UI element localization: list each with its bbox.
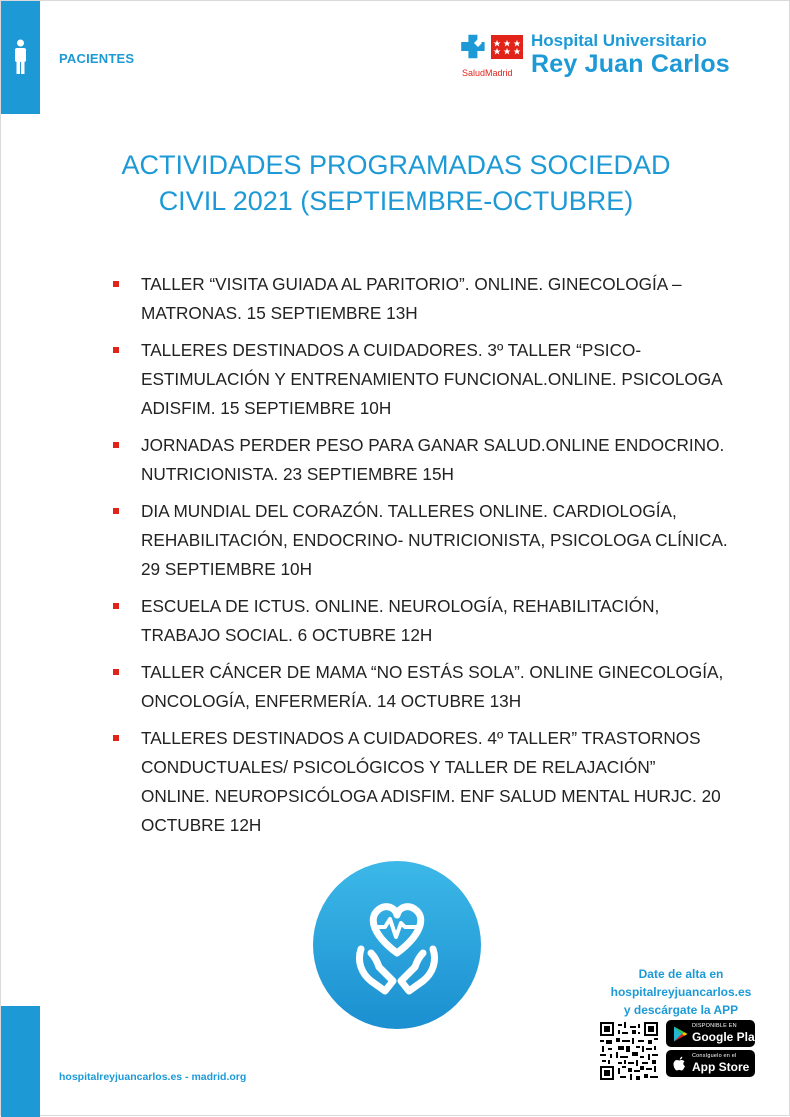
list-item: TALLER “VISITA GUIADA AL PARITORIO”. ONLINE. GINECOLOGÍA – MATRONAS. 15 SEPTIEMBRE 13H <box>109 270 729 328</box>
apple-icon <box>673 1056 686 1072</box>
bullet <box>113 442 119 448</box>
logo-line-2: Rey Juan Carlos <box>531 50 730 78</box>
google-play-icon <box>673 1026 688 1042</box>
bullet <box>113 735 119 741</box>
heart-hands-icon <box>313 861 481 1029</box>
list-item: TALLERES DESTINADOS A CUIDADORES. 3º TALLER “PSICO-ESTIMULACIÓN Y ENTRENAMIENTO FUNCIONAL.ONLINE. PSICOLOGA ADISFIM. 15 SEPTIEMBRE 10H <box>109 336 729 423</box>
bullet <box>113 508 119 514</box>
google-play-button[interactable]: DISPONIBLE EN Google Play <box>666 1020 755 1047</box>
bullet <box>113 347 119 353</box>
section-label: PACIENTES <box>59 51 135 66</box>
top-side-bar <box>1 1 40 114</box>
list-item: TALLERES DESTINADOS A CUIDADORES. 4º TALLER” TRASTORNOS CONDUCTUALES/ PSICOLÓGICOS Y TALLER DE RELAJACIÓN” ONLINE. NEUROPSICÓLOGA ADISFIM. ENF SALUD MENTAL HURJC. 20 OCTUBRE 12H <box>109 724 729 840</box>
page-title <box>81 147 711 219</box>
footer-links[interactable]: hospitalreyjuancarlos.es - madrid.org <box>59 1071 247 1083</box>
list-item: DIA MUNDIAL DEL CORAZÓN. TALLERES ONLINE. CARDIOLOGÍA, REHABILITACIÓN, ENDOCRINO- NUTRICIONISTA, PSICOLOGA CLÍNICA. 29 SEPTIEMBRE 10H <box>109 497 729 584</box>
bullet <box>113 281 119 287</box>
list-item: ESCUELA DE ICTUS. ONLINE. NEUROLOGÍA, REHABILITACIÓN, TRABAJO SOCIAL. 6 OCTUBRE 12H <box>109 592 729 650</box>
title-line-2: CIVIL 2021 (SEPTIEMBRE-OCTUBRE) <box>158 186 634 216</box>
bullet <box>113 603 119 609</box>
list-item: JORNADAS PERDER PESO PARA GANAR SALUD.ONLINE ENDOCRINO. NUTRICIONISTA. 23 SEPTIEMBRE 15H <box>109 431 729 489</box>
bullet <box>113 669 119 675</box>
list-item: TALLER CÁNCER DE MAMA “NO ESTÁS SOLA”. ONLINE GINECOLOGÍA, ONCOLOGÍA, ENFERMERÍA. 14 OCTUBRE 13H <box>109 658 729 716</box>
app-promo-text: Date de alta en hospitalreyjuancarlos.es y descárgate la APP <box>591 965 771 1019</box>
app-store-button[interactable]: Consíguelo en el App Store <box>666 1050 755 1077</box>
qr-code[interactable] <box>600 1022 658 1080</box>
hospital-logo <box>461 31 761 83</box>
title-line-1: ACTIVIDADES PROGRAMADAS SOCIEDAD <box>121 150 671 180</box>
activities-list <box>109 270 729 848</box>
saludmadrid-logo-icon <box>461 31 527 67</box>
logo-line-1: Hospital Universitario <box>531 31 707 50</box>
saludmadrid-label: SaludMadrid <box>462 68 513 78</box>
bottom-side-bar <box>1 1006 40 1117</box>
person-icon <box>13 39 28 75</box>
promo-link[interactable]: hospitalreyjuancarlos.es <box>610 985 752 999</box>
